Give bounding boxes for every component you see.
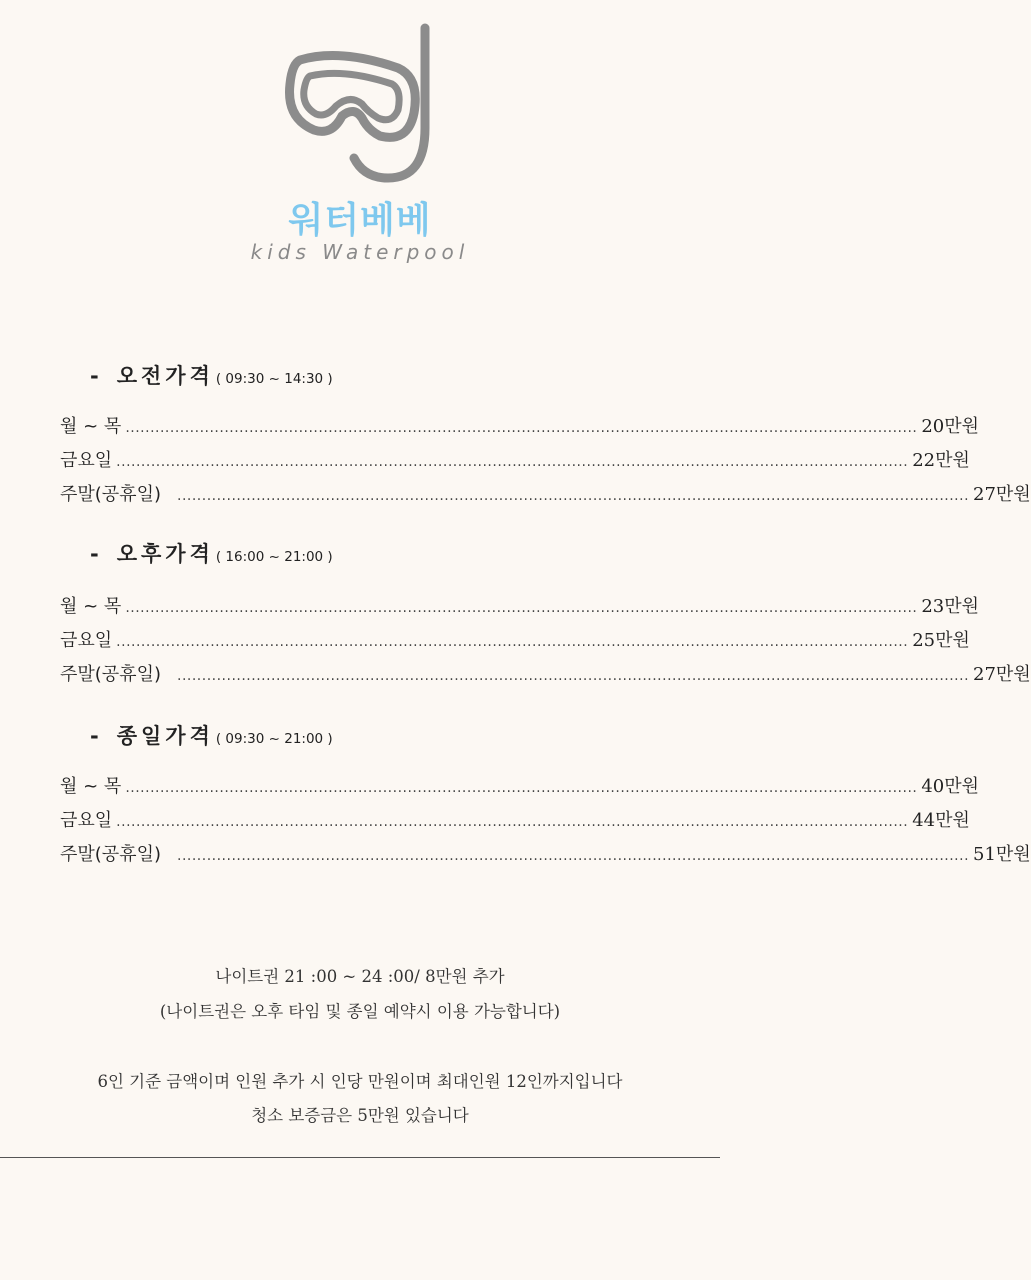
price-value: 23만원: [921, 596, 980, 617]
price-value: 27만원: [973, 664, 1031, 685]
price-row: [60, 840, 1031, 866]
deposit-note: 청소 보증금은 5만원 있습니다: [251, 1106, 469, 1125]
divider: [0, 1157, 720, 1158]
section-dash: -: [90, 364, 99, 388]
price-value: 25만원: [912, 630, 970, 651]
section-fullday-header: [90, 720, 333, 750]
section-title: 오후가격: [116, 542, 214, 566]
day-label: 금요일: [60, 450, 113, 471]
day-label: 월 ~ 목: [60, 416, 122, 437]
price-value: 22만원: [912, 450, 970, 471]
leader-dots: ................................................................................................................................................................: [116, 454, 909, 470]
price-value: 51만원: [973, 844, 1031, 865]
snorkel-mask-icon: [280, 18, 440, 188]
section-title: 종일가격: [116, 724, 214, 748]
price-value: 27만원: [973, 484, 1031, 505]
section-time: ( 09:30 ~ 21:00 ): [215, 731, 333, 747]
night-ticket-note: 나이트권 21 :00 ~ 24 :00/ 8만원 추가: [215, 967, 505, 986]
day-label: 주말(공휴일): [60, 664, 161, 685]
section-afternoon-header: [90, 538, 333, 568]
brand-tagline: kids Waterpool: [250, 240, 470, 264]
leader-dots: ................................................................................................................................................................: [125, 420, 918, 436]
price-row: [60, 660, 1031, 686]
section-morning-header: [90, 360, 333, 390]
section-time: ( 16:00 ~ 21:00 ): [215, 549, 333, 565]
logo: [0, 0, 720, 290]
price-row: [60, 412, 980, 438]
leader-dots: ................................................................................................................................................................: [177, 848, 970, 864]
leader-dots: ................................................................................................................................................................: [125, 600, 918, 616]
section-time: ( 09:30 ~ 14:30 ): [215, 371, 333, 387]
leader-dots: ................................................................................................................................................................: [125, 780, 918, 796]
night-ticket-detail: (나이트권은 오후 타임 및 종일 예약시 이용 가능합니다): [159, 1002, 561, 1021]
capacity-note: 6인 기준 금액이며 인원 추가 시 인당 만원이며 최대인원 12인까지입니다: [97, 1072, 623, 1091]
day-label: 금요일: [60, 630, 113, 651]
price-value: 44만원: [912, 810, 970, 831]
price-row: [60, 806, 970, 832]
section-title: 오전가격: [116, 364, 214, 388]
leader-dots: ................................................................................................................................................................: [116, 634, 909, 650]
price-row: [60, 592, 980, 618]
section-dash: -: [90, 542, 99, 566]
price-row: [60, 772, 980, 798]
brand-name: 워터베베: [288, 200, 432, 241]
price-value: 20만원: [921, 416, 980, 437]
price-value: 40만원: [921, 776, 980, 797]
day-label: 금요일: [60, 810, 113, 831]
price-row: [60, 480, 1031, 506]
day-label: 주말(공휴일): [60, 844, 161, 865]
day-label: 주말(공휴일): [60, 484, 161, 505]
day-label: 월 ~ 목: [60, 776, 122, 797]
leader-dots: ................................................................................................................................................................: [177, 668, 970, 684]
price-row: [60, 446, 970, 472]
section-dash: -: [90, 724, 99, 748]
day-label: 월 ~ 목: [60, 596, 122, 617]
leader-dots: ................................................................................................................................................................: [177, 488, 970, 504]
price-row: [60, 626, 970, 652]
leader-dots: ................................................................................................................................................................: [116, 814, 909, 830]
